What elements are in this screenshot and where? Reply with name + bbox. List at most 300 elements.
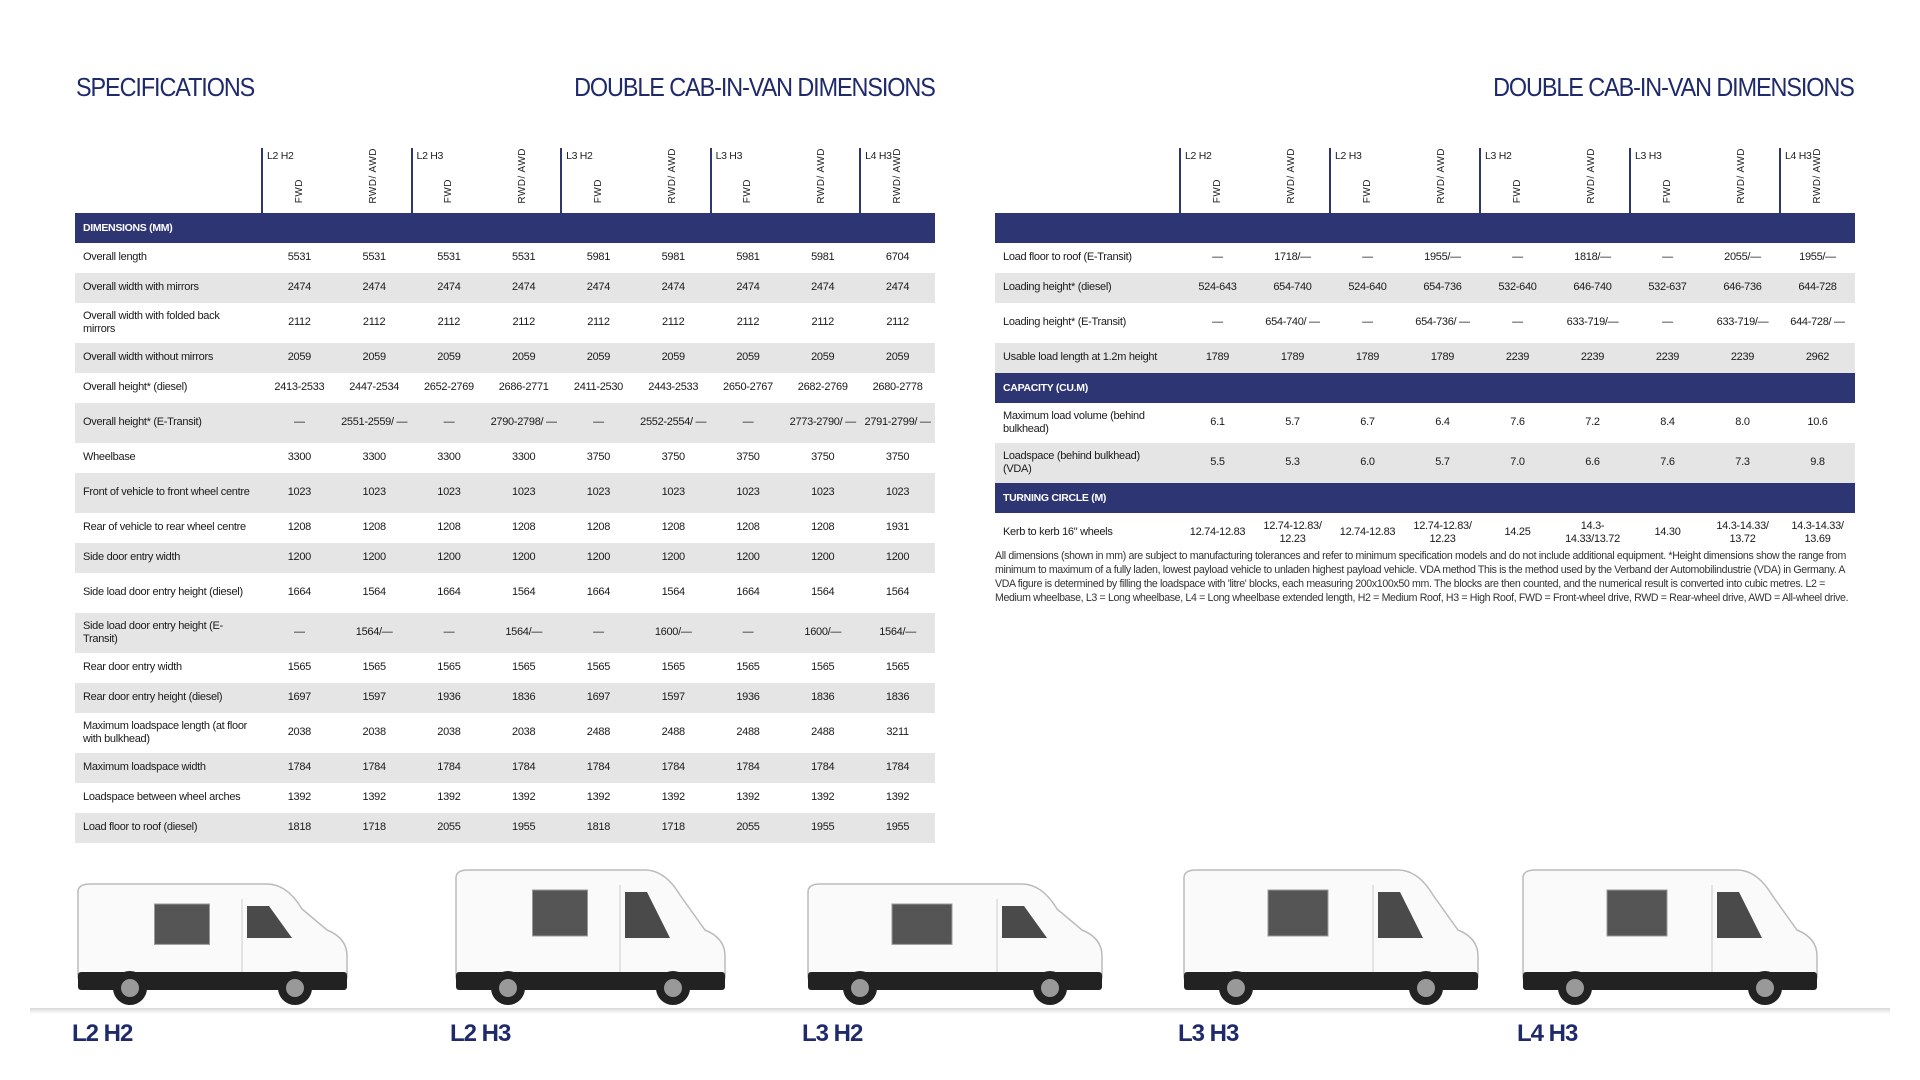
cell (785, 513, 860, 543)
section-title-right: DOUBLE CAB-IN-VAN DIMENSIONS (1493, 72, 1854, 102)
column-header (711, 148, 786, 213)
cell-value: 1208 (811, 521, 835, 534)
column-header (337, 148, 412, 213)
cell-value: — (593, 626, 604, 639)
cell-value: 3300 (362, 451, 386, 464)
cell (1705, 513, 1780, 553)
cell (486, 303, 561, 343)
group-label: L3 H2 (566, 150, 593, 162)
cell (1705, 273, 1780, 303)
cell-value: 1023 (736, 486, 760, 499)
cell-value: 2686-2771 (498, 381, 549, 394)
row-label: Maximum load volume (behind bulkhead) (1003, 409, 1145, 435)
cell-value: 1718 (362, 821, 386, 834)
cell-value: 2038 (362, 726, 386, 739)
cell (860, 373, 935, 403)
cell (785, 713, 860, 753)
cell-value: 2488 (661, 726, 685, 739)
cell-value: 2059 (885, 351, 910, 364)
cell (337, 753, 412, 783)
cell-value: 1565 (811, 661, 835, 674)
cell-value: 3750 (586, 451, 611, 464)
cell-value: 1564/— (879, 626, 916, 639)
cell-value: 2112 (886, 316, 909, 329)
cell-value: 1200 (736, 551, 760, 564)
cell-value: 1955/— (1424, 251, 1461, 264)
cell-value: 1564 (661, 586, 685, 599)
cell-value: 2239 (1580, 351, 1605, 364)
column-header (1330, 148, 1405, 213)
drive-label: FWD (742, 179, 754, 204)
cell (337, 243, 412, 273)
cell (1780, 343, 1855, 373)
cell (412, 813, 487, 843)
cell-value: 1836 (811, 691, 835, 704)
cell (711, 683, 786, 713)
cell-value: 2474 (586, 281, 611, 294)
drive-label: RWD/ AWD (1812, 148, 1823, 204)
cell-value: 1564 (811, 586, 835, 599)
table-row (995, 343, 1855, 373)
column-header (262, 148, 337, 213)
cell (860, 473, 935, 513)
table-row (75, 303, 935, 343)
cell-value: 2239 (1505, 351, 1530, 364)
cell-value: 3300 (437, 451, 461, 464)
cell-value: 1784 (287, 761, 312, 774)
cell (860, 273, 935, 303)
cell-value: 1208 (287, 521, 312, 534)
cell (1630, 303, 1705, 343)
cell (486, 403, 561, 443)
cell (1180, 243, 1255, 273)
cell-value: 2474 (437, 281, 461, 294)
drive-label: RWD/ AWD (1736, 148, 1747, 204)
cell (1255, 443, 1330, 483)
cell (486, 443, 561, 473)
cell (412, 403, 487, 443)
cell-value: 14.3-14.33/ 13.69 (1791, 519, 1844, 545)
cell (785, 613, 860, 653)
cell (262, 613, 337, 653)
row-label: Side load door entry height (E-Transit) (75, 613, 262, 653)
cell (860, 243, 935, 273)
cell (561, 243, 636, 273)
cell (860, 613, 935, 653)
cell-value: 654-740 (1273, 281, 1312, 294)
cell-value: 1208 (437, 521, 461, 534)
cell (785, 753, 860, 783)
cell-value: 1565 (885, 661, 910, 674)
cell (412, 653, 487, 683)
cell (262, 713, 337, 753)
cell-value: 2488 (586, 726, 611, 739)
cell-value: 1200 (811, 551, 835, 564)
cell (1555, 343, 1630, 373)
cell-value: 5531 (362, 251, 386, 264)
cell (486, 343, 561, 373)
cell (561, 373, 636, 403)
cell-value: 2038 (287, 726, 312, 739)
cell-value: 1200 (586, 551, 611, 564)
cell-value: 1955 (885, 821, 910, 834)
cell-value: 1818 (586, 821, 611, 834)
cell-value: — (294, 416, 305, 429)
cell (412, 443, 487, 473)
cell-value: 1836 (885, 691, 910, 704)
cell (1480, 343, 1555, 373)
cell-value: — (593, 416, 604, 429)
row-label: Wheelbase (83, 451, 136, 464)
cell-value: 1564 (512, 586, 536, 599)
cell (785, 783, 860, 813)
cell (486, 243, 561, 273)
van-image (450, 860, 745, 1020)
cell (636, 783, 711, 813)
cell-value: 1931 (885, 521, 910, 534)
cell-value: 5531 (287, 251, 312, 264)
cell (711, 343, 786, 373)
cell (1180, 403, 1255, 443)
cell (561, 273, 636, 303)
cell (1630, 443, 1705, 483)
cell-value: 12.74-12.83/ 12.23 (1263, 519, 1322, 545)
cell (412, 613, 487, 653)
cell (486, 813, 561, 843)
cell-value: 1565 (586, 661, 611, 674)
cell (561, 713, 636, 753)
cell (860, 513, 935, 543)
cell (486, 613, 561, 653)
cell-value: 1200 (885, 551, 910, 564)
cell (636, 303, 711, 343)
cell-value: 2962 (1805, 351, 1830, 364)
cell-value: — (1512, 316, 1523, 329)
table-row (995, 303, 1855, 343)
column-header (1705, 148, 1780, 213)
cell (636, 713, 711, 753)
cell (785, 243, 860, 273)
cell (1255, 303, 1330, 343)
drive-label: RWD/ AWD (1436, 148, 1447, 204)
group-label: L3 H3 (715, 150, 743, 162)
cell-value: 2650-2767 (723, 381, 773, 394)
cell (711, 813, 786, 843)
drive-label: RWD/ AWD (892, 148, 904, 204)
cell-value: 524-640 (1348, 281, 1387, 294)
cell (1180, 443, 1255, 483)
cell (486, 543, 561, 573)
cell (711, 653, 786, 683)
cell (412, 753, 487, 783)
cell-value: 3750 (885, 451, 910, 464)
cell (486, 683, 561, 713)
cell-value: 1565 (437, 661, 461, 674)
cell-value: 7.6 (1510, 416, 1525, 429)
cell (412, 683, 487, 713)
group-label: L3 H2 (1485, 150, 1512, 162)
table-row (75, 683, 935, 713)
cell-value: 646-740 (1573, 281, 1612, 294)
van-model-label: L2 H3 (450, 1020, 511, 1047)
cell-value: 1600/— (804, 626, 842, 639)
cell (711, 403, 786, 443)
cell-value: 1664 (287, 586, 312, 599)
cell (785, 473, 860, 513)
cell-value: 1784 (362, 761, 386, 774)
section-heading: CAPACITY (CU.M) (995, 373, 1855, 403)
cell-value: 633-719/— (1566, 316, 1619, 329)
cell (486, 373, 561, 403)
cell (636, 543, 711, 573)
cell-value: 2488 (811, 726, 835, 739)
cell (1330, 303, 1405, 343)
cell (262, 373, 337, 403)
cell (1705, 343, 1780, 373)
cell (262, 813, 337, 843)
cell-value: 1789 (1280, 351, 1305, 364)
cell (561, 443, 636, 473)
cell-value: 2680-2778 (872, 381, 923, 394)
cell-value: 1955 (811, 821, 835, 834)
cell-value: 10.6 (1807, 416, 1828, 429)
cell-value: 633-719/— (1716, 316, 1769, 329)
cell-value: 2112 (288, 316, 311, 329)
cell (561, 783, 636, 813)
table-row (75, 273, 935, 303)
column-header (1780, 148, 1855, 213)
section-band (995, 373, 1855, 403)
column-header (486, 148, 561, 213)
drive-label: FWD (1512, 179, 1523, 204)
column-header (785, 148, 860, 213)
cell (412, 273, 487, 303)
cell-value: 12.74-12.83 (1339, 526, 1396, 539)
cell-value: 1200 (661, 551, 685, 564)
drive-label: FWD (1662, 179, 1673, 204)
van-model-label: L3 H3 (1178, 1020, 1239, 1047)
cell (337, 473, 412, 513)
cell (1480, 403, 1555, 443)
cell-value: 6.1 (1210, 416, 1225, 429)
cell (412, 513, 487, 543)
row-label: Maximum loadspace length (at floor with bulkhead) (83, 719, 248, 745)
cell-value: 1564 (362, 586, 386, 599)
cell-value: — (742, 416, 754, 429)
cell-value: 1836 (512, 691, 536, 704)
cell (636, 513, 711, 543)
cell (262, 753, 337, 783)
cell (1780, 403, 1855, 443)
cell-value: — (443, 626, 455, 639)
drive-label: FWD (1212, 179, 1223, 204)
cell-value: 2488 (736, 726, 760, 739)
cell (785, 813, 860, 843)
cell-value: 14.30 (1654, 526, 1681, 539)
cell (860, 543, 935, 573)
cell (262, 443, 337, 473)
cell (262, 683, 337, 713)
cell (636, 573, 711, 613)
cell-value: 5531 (512, 251, 536, 264)
cell-value: 1200 (437, 551, 461, 564)
cell (1705, 443, 1780, 483)
cell-value: 644-728 (1798, 281, 1837, 294)
cell (636, 613, 711, 653)
cell (1555, 273, 1630, 303)
cell-value: 7.0 (1510, 456, 1525, 469)
group-label: L4 H3 (865, 150, 892, 162)
cell-value: 1697 (586, 691, 611, 704)
cell (561, 613, 636, 653)
cell-value: — (1362, 251, 1373, 264)
drive-label: FWD (1362, 179, 1373, 204)
row-label: Side load door entry height (diesel) (83, 586, 243, 599)
cell (860, 343, 935, 373)
cell (636, 343, 711, 373)
table-row (75, 613, 935, 653)
cell (1405, 513, 1480, 553)
group-label: L2 H3 (1335, 150, 1362, 162)
row-label: Kerb to kerb 16" wheels (1003, 526, 1113, 539)
dimensions-table (75, 148, 935, 843)
cell (1705, 303, 1780, 343)
cell-value: 14.3-14.33/ 13.72 (1716, 519, 1769, 545)
drive-label: RWD/ AWD (517, 148, 529, 204)
van-image (1517, 860, 1837, 1020)
row-label: Load floor to roof (diesel) (75, 813, 262, 843)
section-band (75, 213, 935, 243)
cell-value: 2112 (587, 316, 610, 329)
cell (337, 653, 412, 683)
cell-value: 1023 (512, 486, 536, 499)
cell-value: 532-637 (1648, 281, 1687, 294)
cell-value: 7.6 (1660, 456, 1675, 469)
cell-value: 2474 (287, 281, 312, 294)
cell-value: 524-643 (1198, 281, 1237, 294)
cell (1630, 343, 1705, 373)
cell (561, 573, 636, 613)
cell-value: 1784 (437, 761, 461, 774)
cell (561, 753, 636, 783)
cell-value: 1784 (586, 761, 611, 774)
cell-value: — (294, 626, 305, 639)
table-row (75, 753, 935, 783)
cell-value: 2059 (586, 351, 611, 364)
footnote: All dimensions (shown in mm) are subject to manufacturing tolerances and refer to minimum specification models and do not include additional equipment. *Height dimensions show the range from minimum to maximum of a fully laden, lowest payload vehicle to unladen highest payload vehicle. VDA method This is the method used by the Verband der Automobilindustrie (VDA) in Germany. A VDA figure is determined by filling the loadspace with 'litre' blocks, each measuring 200x100x50 mm. The blocks are then counted, and the numerical result is converted into cubic metres. L2 = Medium wheelbase, L3 = Long wheelbase, L4 = Long wheelbase extended length, H2 = Medium Roof, H3 = High Roof, FWD = Front-wheel drive, RWD = Rear-wheel drive, AWD = All-wheel drive. (995, 550, 1849, 604)
cell (1330, 243, 1405, 273)
cell-value: 5531 (437, 251, 461, 264)
cell-value: 1784 (512, 761, 536, 774)
cell-value: 1208 (512, 521, 536, 534)
cell (1630, 513, 1705, 553)
cell (1480, 303, 1555, 343)
cell (262, 543, 337, 573)
cell-value: 2474 (362, 281, 386, 294)
cell (1180, 513, 1255, 553)
cell-value: 5981 (811, 251, 835, 264)
cell-value: 2055 (437, 821, 461, 834)
cell-value: 1023 (437, 486, 461, 499)
cell (1480, 273, 1555, 303)
cell-value: — (443, 416, 455, 429)
cell (1255, 343, 1330, 373)
cell (1255, 243, 1330, 273)
cell-value: 6.4 (1435, 416, 1450, 429)
cell-value: 14.3- 14.33/13.72 (1565, 519, 1620, 545)
cell-value: — (1662, 251, 1673, 264)
cell (711, 473, 786, 513)
cell (262, 303, 337, 343)
cell (1405, 403, 1480, 443)
table-row (75, 713, 935, 753)
row-label: Rear door entry width (83, 661, 182, 674)
cell (785, 303, 860, 343)
cell-value: 14.25 (1504, 526, 1531, 539)
cell-value: 1023 (362, 486, 386, 499)
group-label: L4 H3 (1785, 150, 1812, 162)
cell-value: 1818/— (1574, 251, 1611, 264)
cell-value: 2239 (1655, 351, 1680, 364)
cell-value: 2112 (512, 316, 535, 329)
cell-value: — (1212, 251, 1223, 264)
cell-value: 2551-2559/ — (341, 416, 408, 429)
group-label: L2 H2 (267, 150, 294, 162)
cell-value: 3750 (736, 451, 760, 464)
cell-value: 8.4 (1660, 416, 1675, 429)
page-title-specifications: SPECIFICATIONS (76, 72, 255, 102)
cell-value: 5.7 (1435, 456, 1450, 469)
group-label: L2 H3 (416, 150, 444, 162)
cell-value: 1565 (287, 661, 312, 674)
cell-value: — (1212, 316, 1223, 329)
cell (785, 273, 860, 303)
cell (486, 473, 561, 513)
cell-value: 2474 (736, 281, 760, 294)
drive-label: FWD (293, 179, 305, 204)
cell-value: 1697 (287, 691, 312, 704)
cell (711, 303, 786, 343)
drive-label: FWD (592, 179, 604, 204)
cell-value: 1718 (661, 821, 685, 834)
cell (262, 273, 337, 303)
cell-value: 5.7 (1285, 416, 1300, 429)
cell-value: 12.74-12.83/ 12.23 (1413, 519, 1472, 545)
row-label: Loadspace (behind bulkhead) (VDA) (995, 443, 1180, 483)
table-row (75, 243, 935, 273)
cell (785, 653, 860, 683)
cell-value: 1789 (1430, 351, 1455, 364)
cell-value: 654-736 (1423, 281, 1462, 294)
cell (337, 683, 412, 713)
cell-value: 646-736 (1723, 281, 1762, 294)
cell (636, 653, 711, 683)
column-header (1405, 148, 1480, 213)
cell-value: — (1662, 316, 1673, 329)
cell-value: 5.5 (1210, 456, 1225, 469)
row-label: Load floor to roof (E-Transit) (1003, 251, 1132, 264)
cell-value: 2411-2530 (573, 381, 623, 394)
cell-value: 2773-2790/ — (789, 416, 856, 429)
cell (636, 273, 711, 303)
cell-value: 2652-2769 (423, 381, 474, 394)
cell (1480, 443, 1555, 483)
cell (636, 403, 711, 443)
table-row (995, 243, 1855, 273)
row-label: Overall width with mirrors (75, 273, 262, 303)
cell (1780, 513, 1855, 553)
cell-value: 1392 (437, 791, 461, 804)
